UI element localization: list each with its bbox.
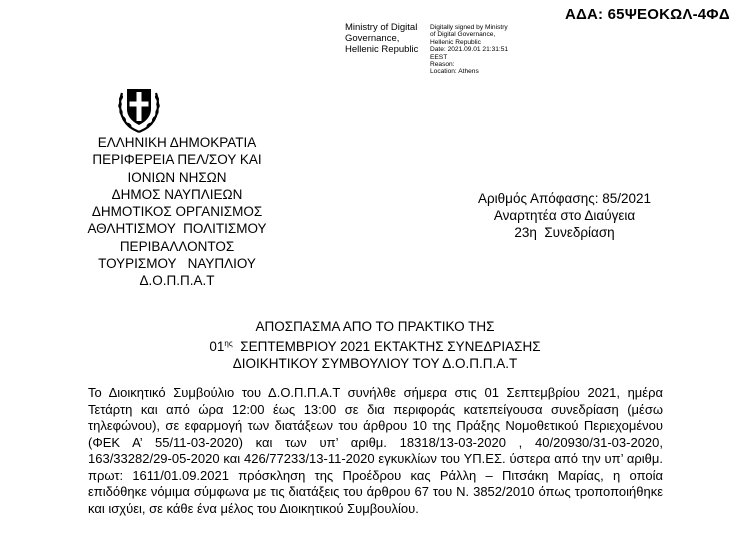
ordinal-suffix: ης <box>224 339 233 348</box>
extract-title-line: ΑΠΟΣΠΑΣΜΑ ΑΠΟ ΤΟ ΠΡΑΚΤΙΚΟ ΤΗΣ <box>255 319 495 334</box>
signature-detail-line: EEST <box>430 53 448 61</box>
issuer-line: ΠΕΡΙΦΕΡΕΙΑ ΠΕΛ/ΣΟΥ ΚΑΙ <box>92 152 262 168</box>
ada-code: ΑΔΑ: 65ΨΕΟΚΩΛ-4ΦΔ <box>565 6 730 23</box>
body-paragraph: Το Διοικητικό Συμβούλιο του Δ.Ο.Π.Π.Α.Τ συνήλθε σήμερα στις 01 Σεπτεμβρίου 2021, ημέρα Τετάρτη και από ώρα 12:00 έως 13:00 σε δια περιφοράς κατεπείγουσα συνεδρίαση (μέσω τηλεφώνου), σε εφαρμογή των διατάξεων του άρθρου 10 της Πράξης Νομοθετικού Περιεχομένου (ΦΕΚ Α’ 55/11-03-2020) και των υπ’ αριθμ. 18318/13-03-2020 , 40/20930/31-03-2020, 163/33282/29-05-2020 και 426/77233/13-11-2020 εγκυκλίων του ΥΠ.ΕΣ. ύστερα από την υπ’ αριθμ. πρωτ: 1611/01.09.2021 πρόσκληση της Προέδρου κας Ράλλη – Πιτσάκη Μαρίας, η οποία επιδόθηκε νόμιμα σύμφωνα με τις διατάξεις του άρθρου 67 του Ν. 3852/2010 όπως τροποποιήθηκε και ισχύει, σε κάθε ένα μέλος του Διοικητικού Συμβουλίου. <box>88 385 663 516</box>
issuer-line: ΔΗΜΟΣ ΝΑΥΠΛΙΕΩΝ <box>111 186 243 202</box>
issuer-line: ΕΛΛΗΝΙΚΗ ΔΗΜΟΚΡΑΤΙΑ <box>97 135 257 150</box>
posting-note: Αναρτητέα στο Διαύγεια <box>493 208 636 223</box>
issuer-line: ΑΘΛΗΤΙΣΜΟΥ ΠΟΛΙΤΙΣΜΟΥ <box>87 221 267 237</box>
extract-title-line <box>120 335 630 355</box>
signature-detail-line: Reason: <box>430 61 455 69</box>
signature-detail-line: Location: Athens <box>430 68 479 76</box>
issuer-line: Δ.Ο.Π.Π.Α.Τ <box>139 273 215 289</box>
extract-title <box>120 318 630 372</box>
meeting-date-rest: ΣΕΠΤΕΜΒΡΙΟΥ 2021 ΕΚΤΑΚΤΗΣ ΣΥΝΕΔΡΙΑΣΗΣ <box>232 339 541 354</box>
issuer-block <box>52 134 302 290</box>
signature-detail-line: Digitally signed by Ministry <box>430 24 508 31</box>
greek-coat-of-arms-icon <box>116 83 162 133</box>
signature-authority-line: Ministry of Digital <box>345 22 418 33</box>
digital-signature-details <box>430 24 520 76</box>
extract-title-line: ΔΙΟΙΚΗΤΙΚΟΥ ΣΥΜΒΟΥΛΙΟΥ ΤΟΥ Δ.Ο.Π.Π.Α.Τ <box>232 356 518 371</box>
signature-authority <box>345 22 427 55</box>
meeting-day: 01 <box>209 339 225 354</box>
signature-authority-line: Hellenic Republic <box>345 44 419 55</box>
issuer-line: ΤΟΥΡΙΣΜΟΥ ΝΑΥΠΛΙΟΥ <box>98 256 256 272</box>
issuer-line: ΙΟΝΙΩΝ ΝΗΣΩΝ <box>127 169 227 185</box>
signature-detail-line: of Digital Governance, <box>430 31 496 39</box>
issuer-line: ΠΕΡΙΒΑΛΛΟΝΤΟΣ <box>119 238 235 254</box>
signature-detail-line: Date: 2021.09.01 21:31:51 <box>430 46 509 54</box>
signature-detail-line: Hellenic Republic <box>430 38 481 46</box>
issuer-line: ΔΗΜΟΤΙΚΟΣ ΟΡΓΑΝΙΣΜΟΣ <box>91 204 263 220</box>
session-number: 23η Συνεδρίαση <box>514 225 615 240</box>
decision-number: Αριθμός Απόφασης: 85/2021 <box>477 191 652 206</box>
signature-authority-line: Governance, <box>345 33 400 44</box>
decision-meta <box>452 190 677 241</box>
